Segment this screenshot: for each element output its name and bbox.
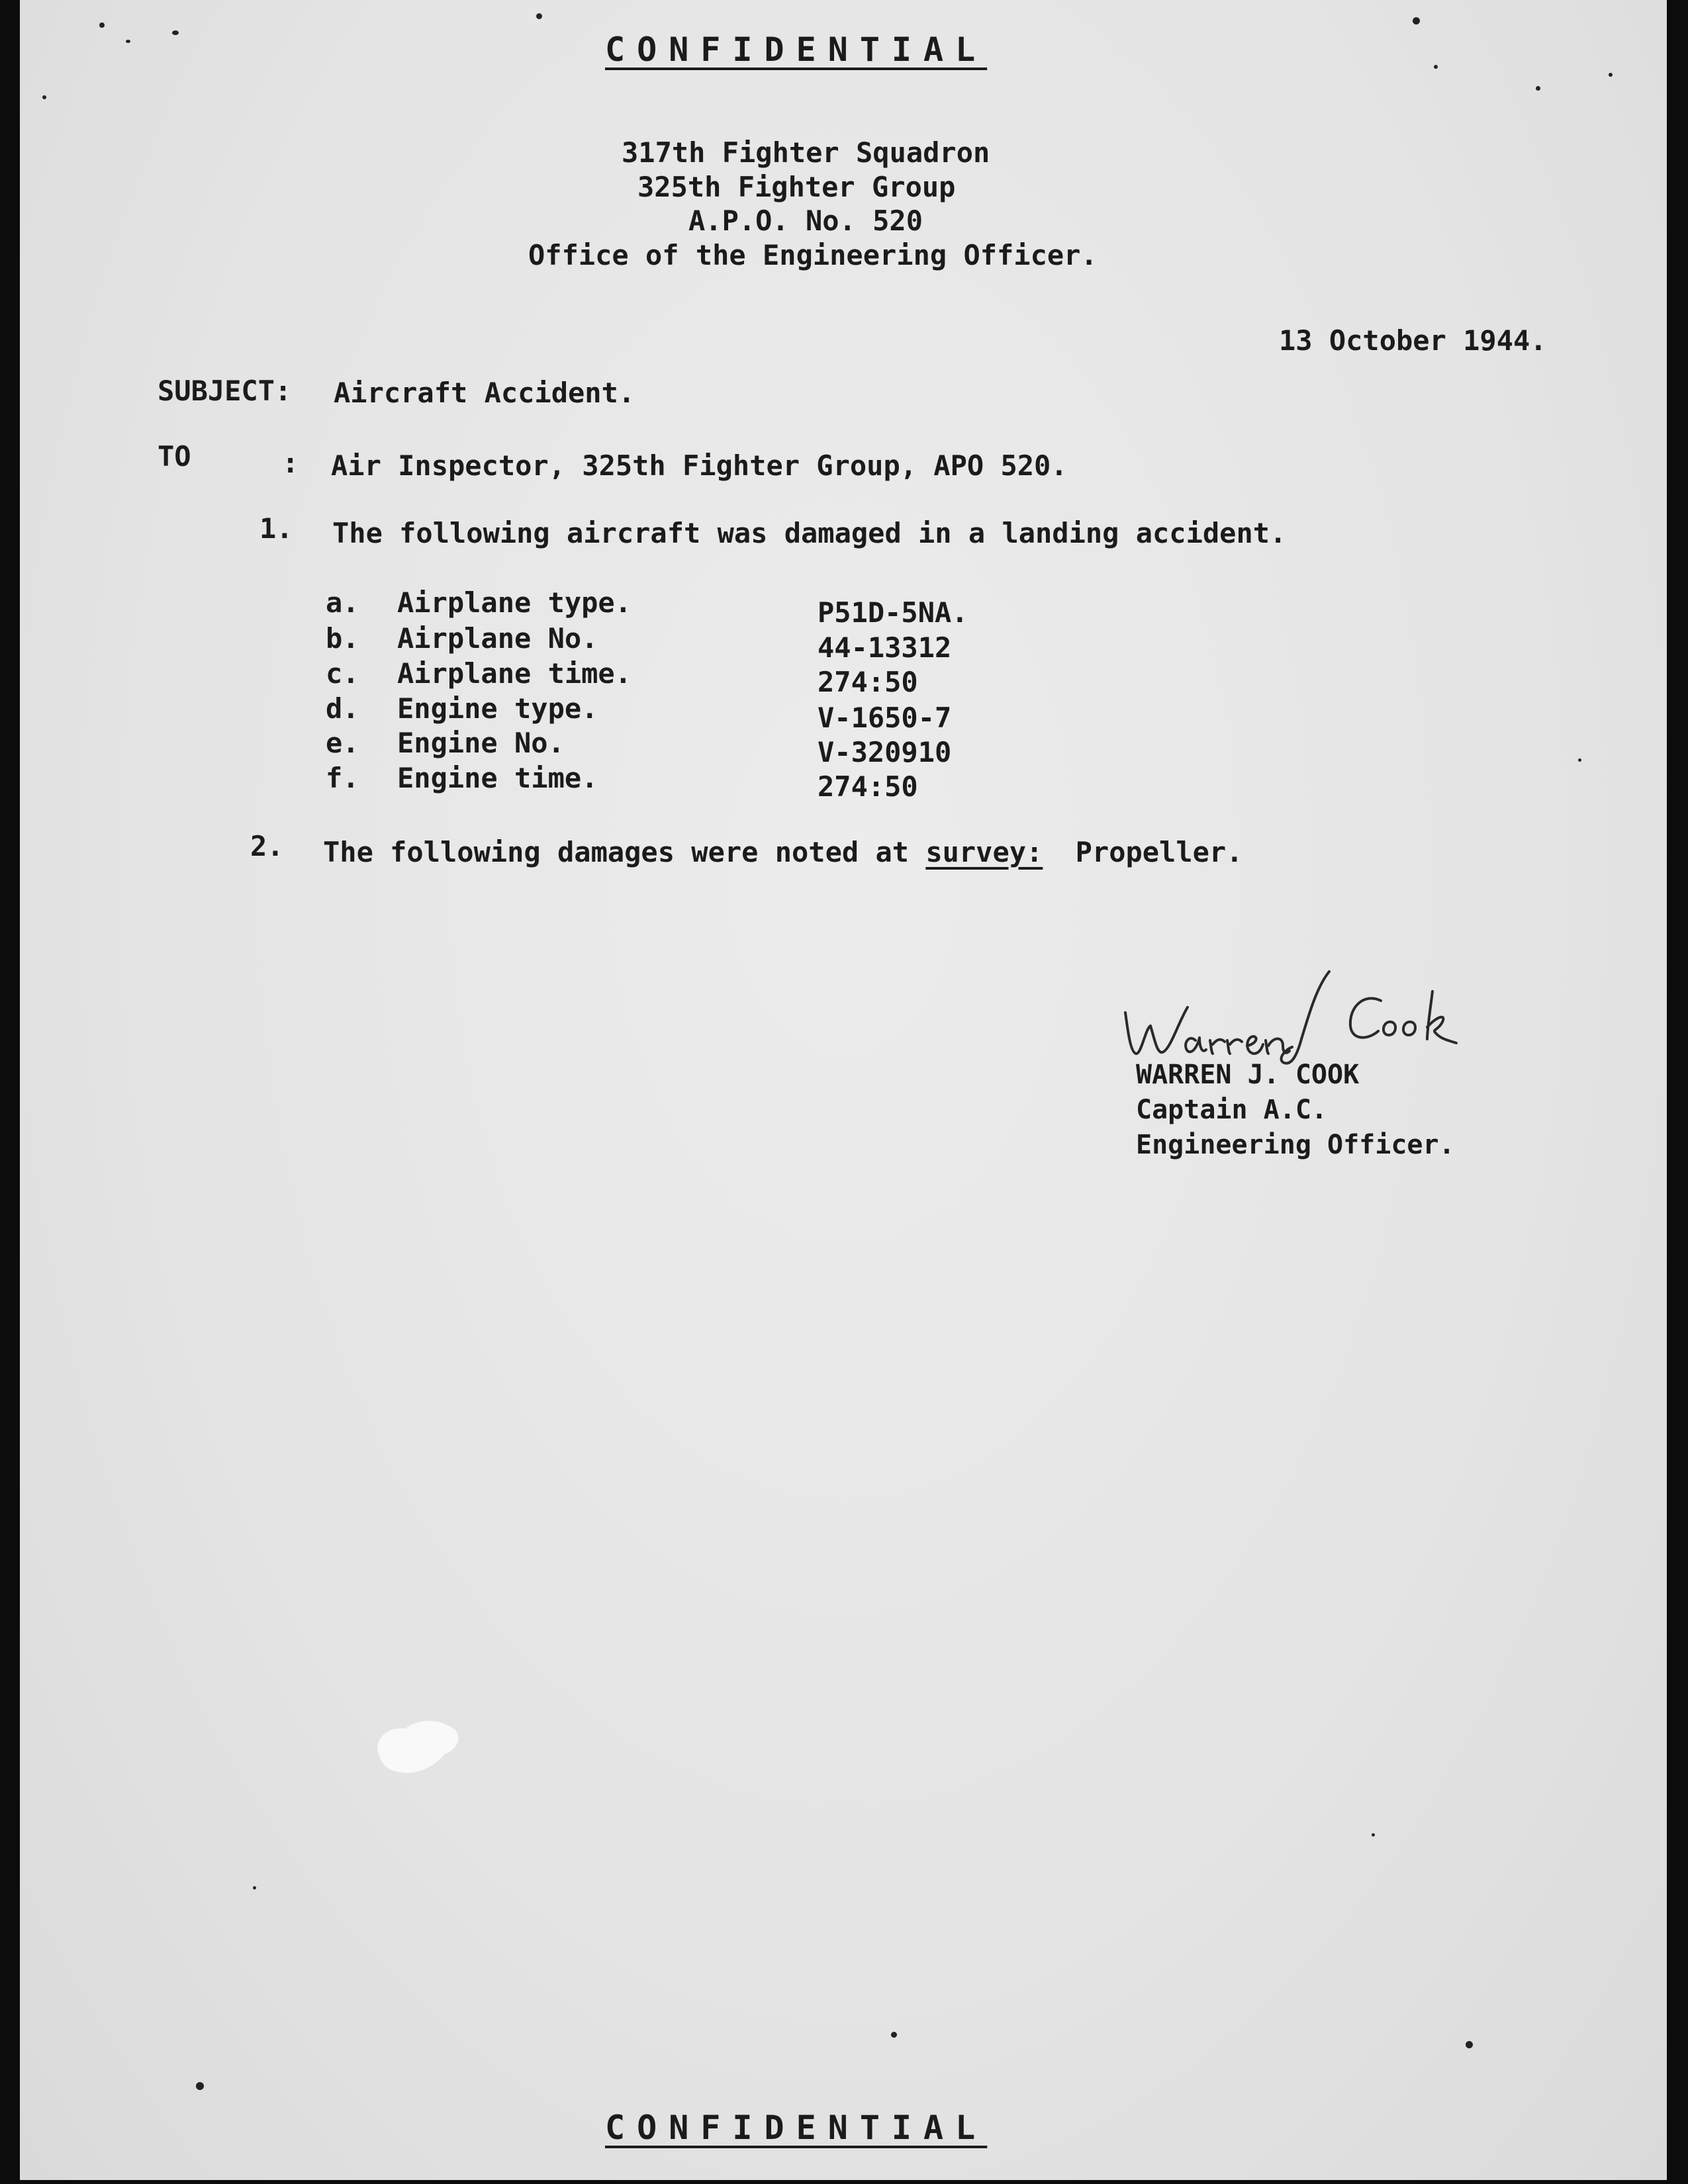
item-label: Engine No.: [397, 727, 565, 759]
speck: [1372, 1833, 1375, 1837]
classification-top: CONFIDENTIAL: [605, 30, 988, 69]
item-value: V-1650-7: [818, 702, 952, 734]
to-colon: :: [282, 447, 299, 479]
item-value: 274:50: [818, 666, 918, 698]
item-label: Engine time.: [397, 762, 598, 794]
classification-bottom: CONFIDENTIAL: [605, 2109, 988, 2147]
speck: [196, 2082, 204, 2090]
item-label: Airplane time.: [397, 657, 632, 690]
header-group: 325th Fighter Group: [637, 171, 956, 203]
para2-lead: The following damages were noted at: [323, 836, 910, 868]
para2-number: 2.: [250, 830, 284, 862]
item-label: Engine type.: [397, 692, 598, 725]
item-label: Airplane No.: [397, 622, 598, 655]
para2-tail: Propeller.: [1075, 836, 1243, 868]
speck: [42, 95, 46, 99]
para2-text: [323, 836, 1243, 868]
to-label: TO: [158, 440, 191, 473]
signer-rank: Captain A.C.: [1136, 1095, 1327, 1125]
header-office: Office of the Engineering Officer.: [528, 239, 1098, 271]
item-letter: d.: [326, 692, 359, 725]
speck: [1609, 73, 1613, 77]
header-squadron: 317th Fighter Squadron: [622, 136, 990, 169]
speck: [1536, 86, 1540, 91]
speck: [891, 2032, 897, 2038]
item-letter: c.: [326, 657, 359, 690]
para1-text: The following aircraft was damaged in a landing accident.: [332, 517, 1287, 549]
signer-name: WARREN J. COOK: [1136, 1060, 1360, 1090]
speck: [99, 23, 105, 28]
item-letter: a.: [326, 586, 359, 619]
item-value: 274:50: [818, 770, 918, 803]
signer-title: Engineering Officer.: [1136, 1130, 1455, 1160]
paper-stain: [371, 1714, 467, 1780]
item-label: Airplane type.: [397, 586, 632, 619]
header-apo: A.P.O. No. 520: [688, 205, 923, 237]
item-letter: e.: [326, 727, 359, 759]
speck: [172, 30, 179, 35]
item-value: P51D-5NA.: [818, 596, 968, 629]
speck: [536, 13, 542, 19]
subject-text: Aircraft Accident.: [334, 377, 635, 409]
item-letter: f.: [326, 762, 359, 794]
speck: [126, 40, 130, 43]
para1-number: 1.: [259, 512, 293, 545]
speck: [1466, 2041, 1473, 2048]
item-letter: b.: [326, 622, 359, 655]
handwritten-signature: [1119, 966, 1516, 1072]
document-date: 13 October 1944.: [1279, 324, 1547, 357]
item-value: V-320910: [818, 736, 952, 768]
item-value: 44-13312: [818, 631, 952, 664]
speck: [1413, 17, 1420, 24]
speck: [253, 1886, 256, 1889]
speck: [1578, 758, 1581, 762]
speck: [1434, 65, 1438, 69]
to-text: Air Inspector, 325th Fighter Group, APO 520.: [331, 449, 1068, 482]
subject-label: SUBJECT:: [158, 375, 292, 407]
para2-survey: survey:: [925, 836, 1043, 868]
document-sheet: [20, 0, 1667, 2180]
